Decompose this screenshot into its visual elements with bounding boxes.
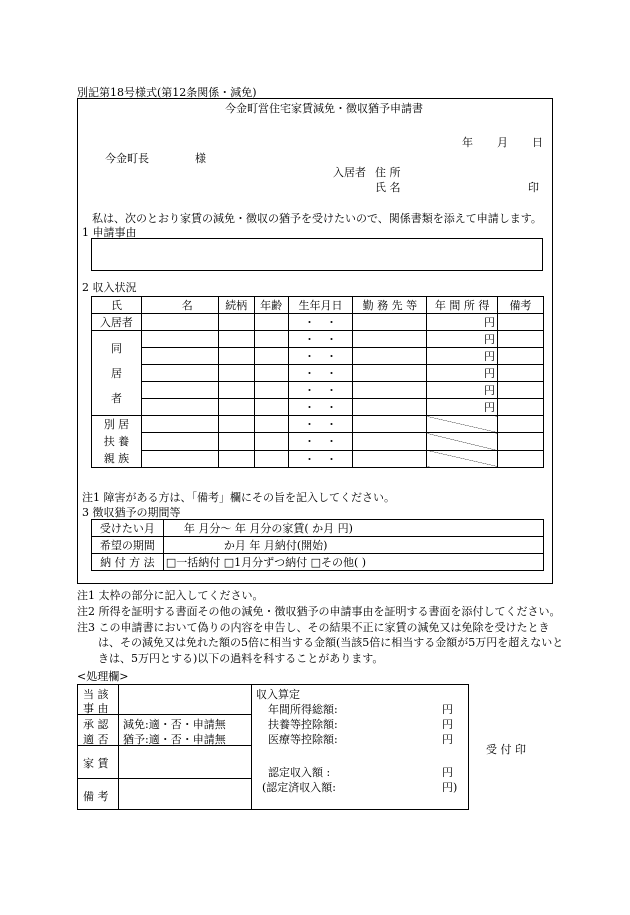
payment-content[interactable]: □一括納付 □1月分ずつ納付 □その他( ) bbox=[163, 554, 543, 571]
separate-birth[interactable]: ・ ・ bbox=[288, 450, 353, 467]
cohabitant-birth[interactable]: ・ ・ bbox=[288, 382, 353, 399]
separate-age[interactable] bbox=[254, 450, 288, 467]
cohabitant-label bbox=[92, 331, 142, 416]
resident-age[interactable] bbox=[254, 314, 288, 331]
applicant-label: 入居者 bbox=[333, 166, 366, 179]
resident-name[interactable] bbox=[141, 314, 218, 331]
separate-birth[interactable]: ・ ・ bbox=[288, 416, 353, 433]
date-year: 年 bbox=[462, 136, 473, 149]
separate-relation[interactable] bbox=[218, 433, 254, 450]
calc-yen-2: 円 bbox=[442, 718, 453, 731]
processing-title: <処理欄> bbox=[77, 670, 129, 683]
cohabitant-work[interactable] bbox=[353, 382, 427, 399]
cohabitant-birth[interactable]: ・ ・ bbox=[288, 365, 353, 382]
note-a: 注1 太枠の部分に記入してください。 bbox=[77, 589, 264, 602]
calc-item-2: 扶養等控除額: bbox=[268, 718, 338, 731]
proc-label-4: 適 否 bbox=[83, 733, 109, 746]
note-b: 注2 所得を証明する書面その他の減免・徴収猶予の申請事由を証明する書面を添付してください。 bbox=[77, 605, 561, 618]
separate-age[interactable] bbox=[254, 433, 288, 450]
cohabitant-work[interactable] bbox=[353, 331, 427, 348]
statement: 私は、次のとおり家賃の減免・徴収の猶予を受けたいので、関係書類を添えて申請します。 bbox=[92, 212, 542, 225]
proc-label-5: 家 賃 bbox=[83, 757, 109, 770]
resident-remarks[interactable] bbox=[498, 314, 544, 331]
separate-income-na bbox=[427, 450, 498, 467]
separate-birth[interactable]: ・ ・ bbox=[288, 433, 353, 450]
resident-work[interactable] bbox=[353, 314, 427, 331]
cohabitant-name[interactable] bbox=[141, 399, 218, 416]
applicant-name: 氏 名 bbox=[375, 181, 401, 194]
calc-title: 収入算定 bbox=[256, 688, 300, 701]
calc-yen-3: 円 bbox=[442, 733, 453, 746]
applicant-address: 住 所 bbox=[375, 166, 401, 179]
cohabitant-age[interactable] bbox=[254, 365, 288, 382]
proc-label-6: 備 考 bbox=[83, 790, 109, 803]
separate-age[interactable] bbox=[254, 416, 288, 433]
calc-item-5: (認定済収入額: bbox=[262, 781, 336, 794]
proc-label-1: 当 該 bbox=[83, 688, 109, 701]
header-birth: 生年月日 bbox=[288, 297, 353, 314]
separate-relation[interactable] bbox=[218, 416, 254, 433]
separate-remarks[interactable] bbox=[498, 450, 544, 467]
cohabitant-age[interactable] bbox=[254, 348, 288, 365]
addressee-honorific: 様 bbox=[195, 152, 206, 165]
cohabitant-remarks[interactable] bbox=[498, 331, 544, 348]
cohabitant-relation[interactable] bbox=[218, 365, 254, 382]
cohabitant-name[interactable] bbox=[141, 365, 218, 382]
cohabitant-age[interactable] bbox=[254, 331, 288, 348]
cohabitant-relation[interactable] bbox=[218, 348, 254, 365]
note1: 注1 障害がある方は、「備考」欄にその旨を記入してください。 bbox=[82, 491, 395, 504]
seal-mark: 印 bbox=[528, 181, 539, 194]
cohabitant-work[interactable] bbox=[353, 348, 427, 365]
period-label: 受けたい月 bbox=[92, 520, 164, 537]
cohabitant-birth[interactable]: ・ ・ bbox=[288, 331, 353, 348]
calc-item-1: 年間所得総額: bbox=[268, 703, 338, 716]
cohabitant-relation[interactable] bbox=[218, 382, 254, 399]
cohabitant-income[interactable]: 円 bbox=[427, 365, 498, 382]
period-table bbox=[91, 519, 544, 571]
income-table bbox=[91, 296, 544, 468]
section3-title: 3 徴収猶予の期間等 bbox=[82, 506, 181, 519]
resident-relation[interactable] bbox=[218, 314, 254, 331]
separate-label-1: 別 居 bbox=[103, 418, 130, 431]
note-e: きは、5万円とする)以下の過料を科することがあります。 bbox=[98, 652, 384, 665]
resident-birth[interactable]: ・ ・ bbox=[288, 314, 353, 331]
approval-deferral: 猶予:適・否・申請無 bbox=[123, 733, 226, 746]
cohabitant-name[interactable] bbox=[141, 331, 218, 348]
resident-label: 入居者 bbox=[92, 314, 142, 331]
calc-yen-5: 円) bbox=[442, 781, 458, 794]
duration-label: 希望の期間 bbox=[92, 537, 164, 554]
separate-label bbox=[92, 416, 142, 468]
addressee: 今金町長 bbox=[105, 152, 149, 165]
calc-yen-4: 円 bbox=[442, 766, 453, 779]
proc-divider-1 bbox=[118, 684, 119, 810]
cohabitant-income[interactable]: 円 bbox=[427, 348, 498, 365]
reason-field[interactable] bbox=[91, 238, 543, 271]
cohabitant-label-3: 者 bbox=[110, 391, 122, 405]
cohabitant-remarks[interactable] bbox=[498, 348, 544, 365]
cohabitant-remarks[interactable] bbox=[498, 382, 544, 399]
separate-relation[interactable] bbox=[218, 450, 254, 467]
separate-work[interactable] bbox=[353, 433, 427, 450]
separate-name[interactable] bbox=[141, 450, 218, 467]
cohabitant-name[interactable] bbox=[141, 348, 218, 365]
separate-name[interactable] bbox=[141, 433, 218, 450]
section1-title: 1 申請事由 bbox=[82, 226, 137, 239]
cohabitant-relation[interactable] bbox=[218, 331, 254, 348]
section2-title: 2 収入状況 bbox=[82, 281, 137, 294]
cohabitant-birth[interactable]: ・ ・ bbox=[288, 348, 353, 365]
note-c: 注3 この申請書において偽りの内容を申告し、その結果不正に家賃の減免又は免除を受けたとき bbox=[77, 621, 550, 634]
separate-label-2: 扶 養 bbox=[103, 435, 130, 448]
cohabitant-age[interactable] bbox=[254, 382, 288, 399]
duration-content[interactable]: か月 年 月納付(開始) bbox=[163, 537, 543, 554]
cohabitant-name[interactable] bbox=[141, 382, 218, 399]
cohabitant-remarks[interactable] bbox=[498, 365, 544, 382]
cohabitant-income[interactable]: 円 bbox=[427, 382, 498, 399]
header-relation: 続柄 bbox=[218, 297, 254, 314]
payment-label: 納 付 方 法 bbox=[92, 554, 164, 571]
cohabitant-birth[interactable]: ・ ・ bbox=[288, 399, 353, 416]
separate-remarks[interactable] bbox=[498, 433, 544, 450]
form-id: 別記第18号様式(第12条関係・減免) bbox=[77, 86, 257, 99]
separate-remarks[interactable] bbox=[498, 416, 544, 433]
separate-name[interactable] bbox=[141, 416, 218, 433]
separate-income-na bbox=[427, 416, 498, 433]
header-age: 年齢 bbox=[254, 297, 288, 314]
cohabitant-work[interactable] bbox=[353, 399, 427, 416]
calc-yen-1: 円 bbox=[442, 703, 453, 716]
header-given: 名 bbox=[141, 297, 218, 314]
separate-work[interactable] bbox=[353, 450, 427, 467]
reception-stamp: 受 付 印 bbox=[486, 743, 526, 756]
header-work: 勤 務 先 等 bbox=[353, 297, 427, 314]
separate-work[interactable] bbox=[353, 416, 427, 433]
proc-label-3: 承 認 bbox=[83, 718, 109, 731]
separate-income-na bbox=[427, 433, 498, 450]
note-d: は、その減免又は免れた額の5倍に相当する金額(当該5倍に相当する金額が5万円を超えないと bbox=[98, 636, 564, 649]
cohabitant-remarks[interactable] bbox=[498, 399, 544, 416]
header-remarks: 備考 bbox=[498, 297, 544, 314]
proc-hline-3 bbox=[77, 778, 251, 779]
cohabitant-income[interactable]: 円 bbox=[427, 331, 498, 348]
proc-divider-2 bbox=[251, 684, 252, 810]
page-title: 今金町営住宅家賃減免・徴収猶予申請書 bbox=[225, 102, 423, 115]
date-month: 月 bbox=[497, 136, 508, 149]
header-income: 年 間 所 得 bbox=[427, 297, 498, 314]
resident-income[interactable]: 円 bbox=[427, 314, 498, 331]
proc-label-2: 事 由 bbox=[83, 702, 109, 715]
calc-item-3: 医療等控除額: bbox=[268, 733, 338, 746]
cohabitant-label-2: 居 bbox=[110, 366, 122, 380]
cohabitant-income[interactable]: 円 bbox=[427, 399, 498, 416]
separate-label-3: 親 族 bbox=[103, 452, 130, 465]
cohabitant-label-1: 同 bbox=[110, 341, 122, 355]
cohabitant-relation[interactable] bbox=[218, 399, 254, 416]
cohabitant-age[interactable] bbox=[254, 399, 288, 416]
calc-item-4: 認定収入額 : bbox=[268, 766, 331, 779]
date-day: 日 bbox=[532, 136, 543, 149]
period-content[interactable]: 年 月分〜 年 月分の家賃( か月 円) bbox=[163, 520, 543, 537]
header-surname: 氏 bbox=[92, 297, 142, 314]
approval-reduction: 減免:適・否・申請無 bbox=[123, 718, 226, 731]
cohabitant-work[interactable] bbox=[353, 365, 427, 382]
